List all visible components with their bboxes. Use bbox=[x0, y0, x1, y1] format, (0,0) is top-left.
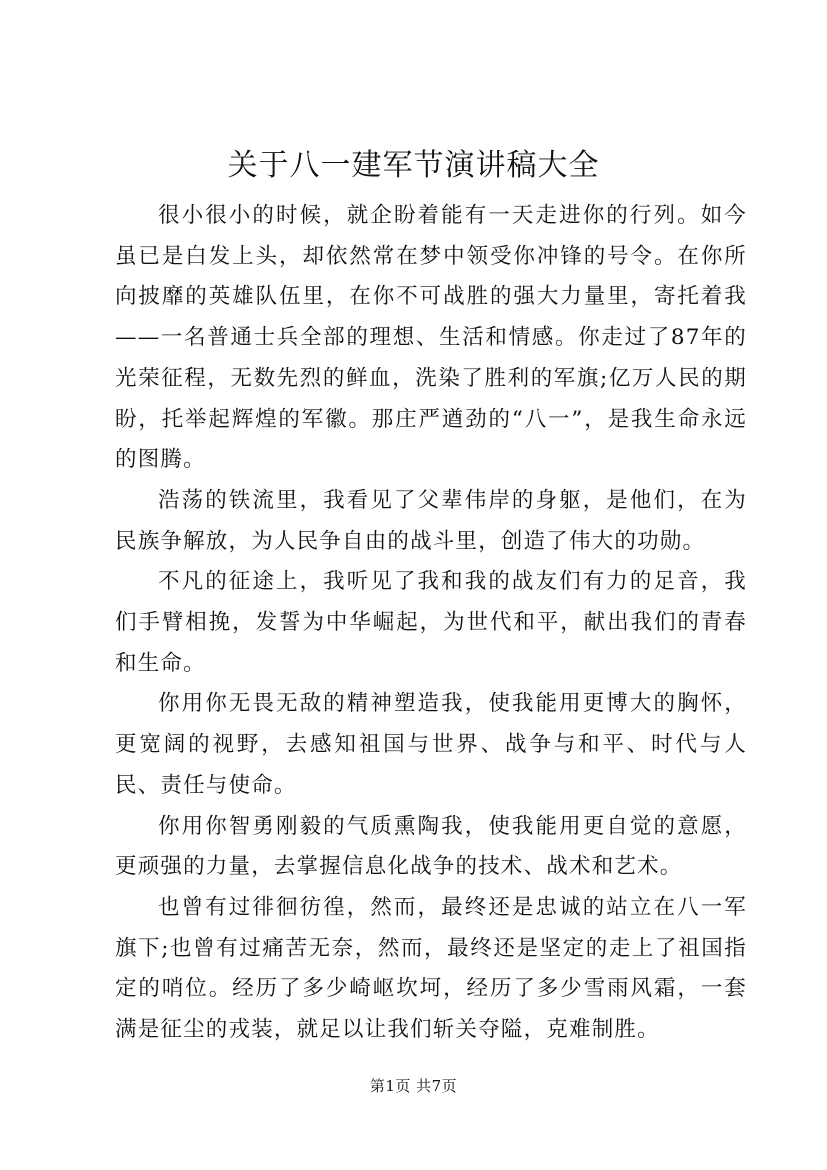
paragraph-2: 浩荡的铁流里，我看见了父辈伟岸的身躯，是他们，在为民族争解放，为人民争自由的战斗里，创造了伟大的功勋。 bbox=[115, 487, 747, 554]
paragraph-6: 也曾有过徘徊彷徨，然而，最终还是忠诚的站立在八一军旗下;也曾有过痛苦无奈，然而，最终还是坚定的走上了祖国指定的哨位。经历了多少崎岖坎坷，经历了多少雪雨风霜，一套满是征尘的戎装，就足以让我们斩关夺隘，克难制胜。 bbox=[115, 894, 747, 1043]
document-body bbox=[115, 196, 747, 1051]
paragraph-3: 不凡的征途上，我听见了我和我的战友们有力的足音，我们手臂相挽，发誓为中华崛起，为世代和平，献出我们的青春和生命。 bbox=[115, 569, 747, 676]
paragraph-1: 很小很小的时候，就企盼着能有一天走进你的行列。如今虽已是白发上头，却依然常在梦中领受你冲锋的号令。在你所向披靡的英雄队伍里，在你不可战胜的强大力量里，寄托着我——一名普通士兵全部的理想、生活和情感。你走过了87年的光荣征程，无数先烈的鲜血，洗染了胜利的军旗;亿万人民的期盼，托举起辉煌的军徽。那庄严遒劲的“八一”，是我生命永远的图腾。 bbox=[115, 203, 747, 473]
document-title: 关于八一建军节演讲稿大全 bbox=[227, 148, 600, 183]
paragraph-5: 你用你智勇刚毅的气质熏陶我，使我能用更自觉的意愿，更顽强的力量，去掌握信息化战争的技术、战术和艺术。 bbox=[115, 813, 747, 880]
paragraph-4: 你用你无畏无敌的精神塑造我，使我能用更博大的胸怀，更宽阔的视野，去感知祖国与世界、战争与和平、时代与人民、责任与使命。 bbox=[115, 691, 747, 798]
page-footer: 第1页 共7页 bbox=[369, 1077, 458, 1095]
